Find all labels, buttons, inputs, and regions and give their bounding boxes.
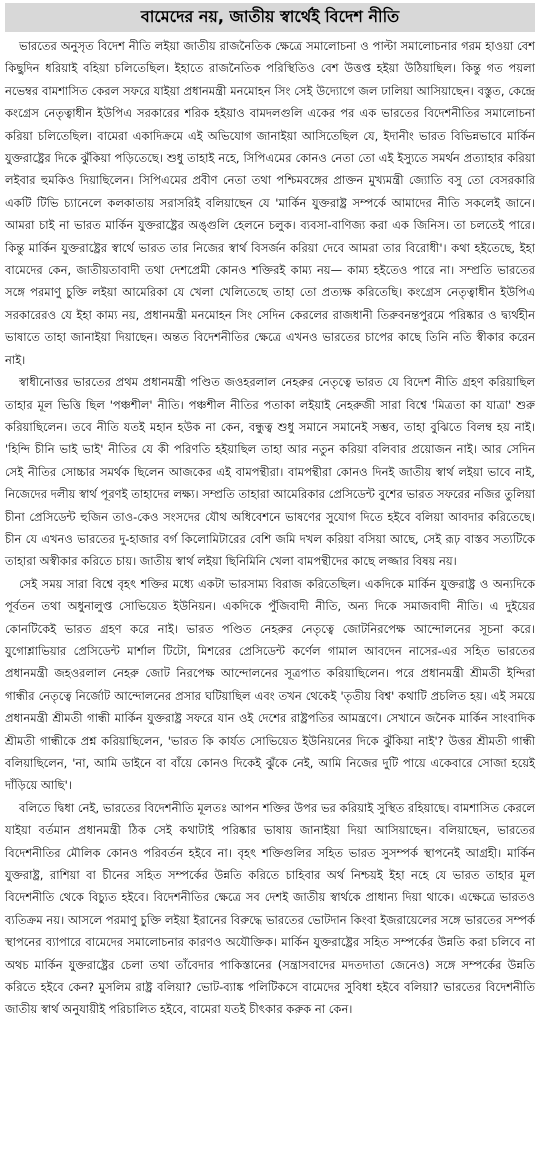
article-paragraph-2: স্বাধীনোত্তর ভারতের প্রথম প্রধানমন্ত্রী পণ্ডিত জওহরলাল নেহরুর নেতৃত্বে ভারত যে বিদেশ নীতি গ্রহণ করিয়াছিল তাহার মূল ভিত্তি ছিল 'পঞ্চশীল' নীতি। পঞ্চশীল নীতির পতাকা লইয়াই নেহরুজী সারা বিশ্বে 'মিত্রতা কা যাত্রা' শুরু করিয়াছিলেন। তবে নীতি যতই মহান হউক না কেন, বন্ধুত্ব শুধু সমানে সমানেই সম্ভব, তাহা বুঝিতে বিলম্ব হয় নাই। 'হিন্দি চীনি ভাই ভাই' নীতির যে কী পরিণতি হইয়াছিল তাহা আর নতুন করিয়া বলিবার প্রয়োজন নাই। আর সেদিন সেই নীতির সোচ্চার সমর্থক ছিলেন আজকের এই বামপন্থীরা। বামপন্থীরা কোনও দিনই জাতীয় স্বার্থ লইয়া ভাবে নাই, নিজেদের দলীয় স্বার্থ পূরণই তাহাদের লক্ষ্য। সম্প্রতি তাহারা আমেরিকার প্রেসিডেন্ট বুশের ভারত সফরের নজির তুলিয়া চীনা প্রেসিডেন্ট হুজিন তাও-কেও সংসদের যৌথ অধিবেশনে ভাষণের সুযোগ দিতে হইবে বলিয়া আবদার করিতেছে। চীন যে এখনও ভারতের দু-হাজার বর্গ কিলোমিটারের বেশি জমি দখল করিয়া বসিয়া আছে, সেই রূঢ় বাস্তব সত্যটিকে তাহারা অস্বীকার করিতে চায়। জাতীয় স্বার্থ লইয়া ছিনিমিনি খেলা বামপন্থীদের কাছে লজ্জার বিষয় নয়। bbox=[5, 375, 535, 569]
article-paragraph-4: বলিতে দ্বিধা নেই, ভারতের বিদেশনীতি মূলতঃ আপন শক্তির উপর ভর করিয়াই সুস্থিত রহিয়াছে। বামশাসিত কেরলে যাইয়া বর্তমান প্রধানমন্ত্রী ঠিক সেই কথাটাই পরিষ্কার ভাষায় জানাইয়া দিয়া আসিয়াছেন। বলিয়াছেন, ভারতের বিদেশনীতির মৌলিক কোনও পরিবর্তন হইবে না। বৃহৎ শক্তিগুলির সহিত ভারত সুসম্পর্ক স্থাপনেই আগ্রহী। মার্কিন যুক্তরাষ্ট্র, রাশিয়া বা চীনের সহিত সম্পর্কের উন্নতি করিতে চাহিবার অর্থ নিশ্চয়ই ইহা নহে যে ভারত তাহার মূল বিদেশনীতি থেকে বিচ্যুত হইবে। বিদেশনীতির ক্ষেত্রে সব দেশই জাতীয় স্বার্থকে প্রাধান্য দিয়া থাকে। এক্ষেত্রে ভারতও ব্যতিক্রম নয়। আসলে পরমাণু চুক্তি লইয়া ইরানের বিরুদ্ধে ভারতের ভোটদান কিংবা ইজরায়েলের সঙ্গে ভারতের সম্পর্ক স্থাপনের ব্যাপারে বামেদের সমালোচনার কারণও অযৌক্তিক। মার্কিন যুক্তরাষ্ট্রের সহিত সম্পর্কের উন্নতি করা চলিবে না অথচ মার্কিন যুক্তরাষ্ট্রের চেলা তথা তাঁবেদার পাকিস্তানের (সন্ত্রাসবাদের মদতদাতা জেনেও) সঙ্গে সম্পর্কের উন্নতি করিতে হইবে কেন? মুসলিম রাষ্ট্র বলিয়া? ভোট-ব্যাঙ্ক পলিটিকসে বামেদের সুবিধা হইবে বলিয়া? ভারতের বিদেশনীতি জাতীয় স্বার্থ অনুযায়ীই পরিচালিত হইবে, বামেরা যতই চীৎকার করুক না কেন। bbox=[5, 800, 535, 1017]
article-paragraph-1: ভারতের অনুসৃত বিদেশ নীতি লইয়া জাতীয় রাজনৈতিক ক্ষেত্রে সমালোচনা ও পাল্টা সমালোচনার গরম হাওয়া বেশ কিছুদিন ধরিয়াই বহিয়া চলিতেছিল। ইহাতে রাজনৈতিক পরিস্থিতিও বেশ উত্তপ্ত হইয়া উঠিয়াছিল। কিন্তু গত পয়লা নভেম্বর বামশাসিত কেরল সফরে যাইয়া প্রধানমন্ত্রী মনমোহন সিং সেই উদ্যোগে জল ঢালিয়া আসিয়াছেন। বস্তুত, কেন্দ্রে কংগ্রেস নেতৃত্বাধীন ইউপিএ সরকারের শরিক হইয়াও বামদলগুলি একের পর এক ভারতের বিদেশনীতির সমালোচনা করিয়া চলিতেছিল। বামেরা একাদিক্রমে এই অভিযোগ জানাইয়া আসিতেছিল যে, ইদানীং ভারত বিভিন্নভাবে মার্কিন যুক্তরাষ্ট্রের দিকে ঝুঁকিয়া পড়িতেছে। শুধু তাহাই নহে, সিপিএমের কোনও নেতা তো এই ইস্যুতে সমর্থন প্রত্যাহার করিয়া লইবার হুমকিও দিয়াছিলেন। সিপিএমের প্রবীণ নেতা তথা পশ্চিমবঙ্গের প্রাক্তন মুখ্যমন্ত্রী জ্যোতি বসু তো বেসরকারি একটি টিভি চ্যানেলে কলকাতায় সরাসরিই বলিয়াছেন যে 'মার্কিন যুক্তরাষ্ট্র সম্পর্কে আমাদের নীতি সকলেই জানে। আমরা চাই না ভারত মার্কিন যুক্তরাষ্ট্রের অঙ্গুলি হেলনে চলুক। ব্যবসা-বাণিজ্য করা এক জিনিস। তা চলতেই পারে। কিন্তু মার্কিন যুক্তরাষ্ট্রের স্বার্থে ভারত তার নিজের স্বার্থ বিসর্জন করিয়া দেবে আমরা তার বিরোধী'। কথা হইতেছে, ইহা বামেদের কেন, জাতীয়তাবাদী তথা দেশপ্রেমী কোনও শক্তিরই কাম্য নয়— কাম্য হইতেও পারে না। সম্প্রতি ভারতের সঙ্গে পরমাণু চুক্তি লইয়া আমেরিকা যে খেলা খেলিতেছে তাহা তো প্রত্যক্ষ করিতেছি। কংগ্রেস নেতৃত্বাধীন ইউপিএ সরকারেরও যে ইহা কাম্য নয়, প্রধানমন্ত্রী মনমোহন সিং সেদিন কেরলের রাজধানী তিরুবনন্তপুরমে পরিষ্কার ও দ্ব্যর্থহীন ভাষাতে তাহা জানাইয়া দিয়াছেন। অন্তত বিদেশনীতির ক্ষেত্রে এখনও ভারতের চাপের কাছে তিনি নতি স্বীকার করেন নাই। bbox=[5, 39, 535, 367]
article-body bbox=[5, 35, 535, 1021]
headline-bar bbox=[5, 3, 535, 32]
article-headline: বামেদের নয়, জাতীয় স্বার্থেই বিদেশ নীতি bbox=[140, 7, 400, 26]
article-paragraph-3: সেই সময় সারা বিশ্বে বৃহৎ শক্তির মধ্যে একটা ভারসাম্য বিরাজ করিতেছিল। একদিকে মার্কিন যুক্তরাষ্ট্র ও অন্যদিকে পূর্বতন তথা অধুনালুপ্ত সোভিয়েত ইউনিয়ন। একদিকে পুঁজিবাদী নীতি, অন্য দিকে সমাজবাদী নীতি। এ দুইয়ের কোনটিকেই ভারত গ্রহণ করে নাই। ভারত পণ্ডিত নেহরুর নেতৃত্বে জোটনিরপেক্ষ আন্দোলনের সূচনা করে। যুগোশ্লাভিয়ার প্রেসিডেন্ট মার্শাল টিটো, মিশরের প্রেসিডেন্ট কর্ণেল গামাল আবদেন নাসের-এর সহিত ভারতের প্রধানমন্ত্রী জহওরলাল নেহরু জোট নিরপেক্ষ আন্দোলনের সূত্রপাত করিয়াছিলেন। পরে প্রধানমন্ত্রী শ্রীমতী ইন্দিরা গান্ধীর নেতৃত্বে নির্জোট আন্দোলনের প্রসার ঘটিয়াছিল এবং তখন থেকেই 'তৃতীয় বিশ্ব' কথাটি প্রচলিত হয়। এই সময়ে প্রধানমন্ত্রী শ্রীমতী গান্ধী মার্কিন যুক্তরাষ্ট্র সফরে যান ওই দেশের রাষ্ট্রপতির আমন্ত্রণে। সেখানে জনৈক মার্কিন সাংবাদিক শ্রীমতী গান্ধীকে প্রশ্ন করিয়াছিলেন, 'ভারত কি কার্যত সোভিয়েত ইউনিয়নের দিকে ঝুঁকিয়া নাই'? উত্তর শ্রীমতী গান্ধী বলিয়াছিলেন, 'না, আমি ডাইনে বা বাঁয়ে কোনও দিকেই ঝুঁকে নেই, আমি নিজের দুটি পায়ে একেবারে সোজা হয়েই দাঁড়িয়ে আছি'। bbox=[5, 576, 535, 793]
